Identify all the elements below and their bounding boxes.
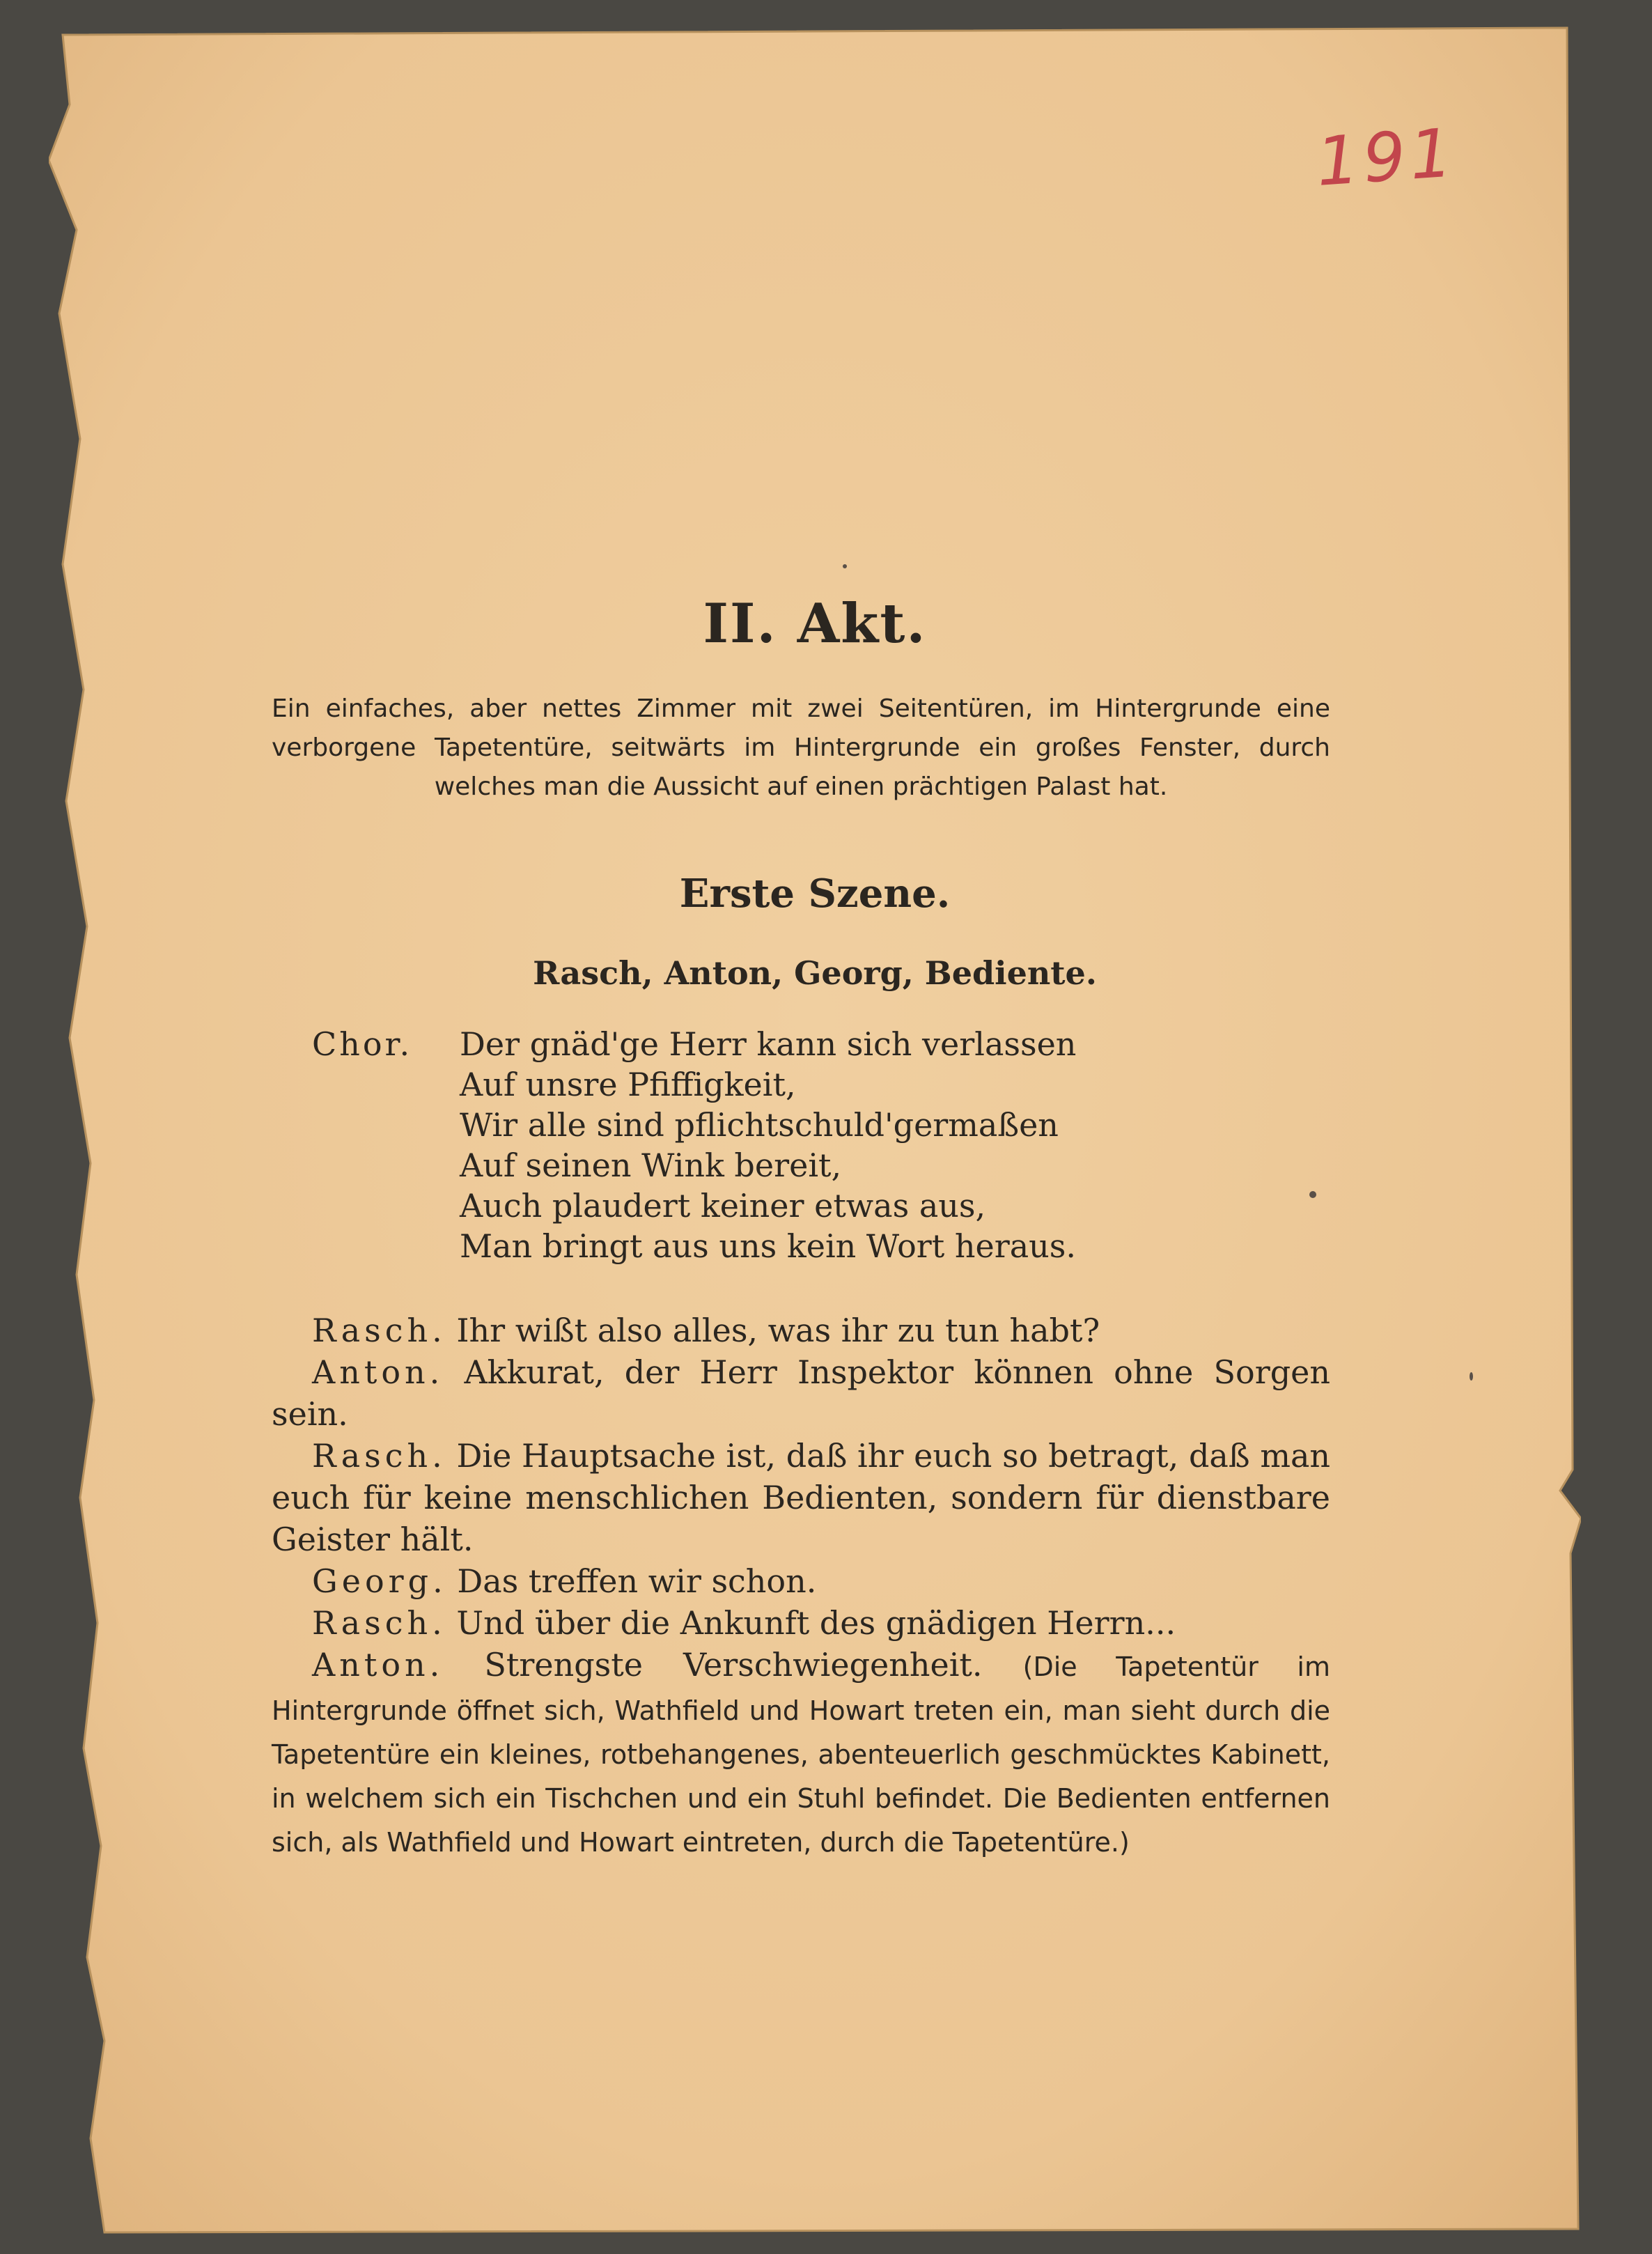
chorus-line-text: Der gnäd'ge Herr kann sich verlassen <box>460 1025 1077 1063</box>
chorus-line: Auch plaudert keiner etwas aus, <box>460 1187 986 1225</box>
folio-number: 191 <box>1314 114 1459 201</box>
speaker-name: Anton. <box>312 1353 444 1391</box>
paper-speck <box>843 564 847 568</box>
dialogue-line <box>272 1309 1330 1351</box>
chorus-line: Wir alle sind pflichtschuld'germaßen <box>460 1106 1059 1144</box>
dialogue-line <box>272 1644 1330 1863</box>
dialogue-text: Ihr wißt also alles, was ihr zu tun habt? <box>456 1312 1100 1349</box>
speaker-name: Rasch. <box>312 1437 446 1475</box>
dialogue-line <box>272 1560 1330 1602</box>
page-content <box>49 21 1581 2236</box>
dialogue-line <box>272 1351 1330 1435</box>
chorus-speaker: Chor. <box>312 1025 413 1063</box>
dialogue-text: Das treffen wir schon. <box>457 1562 817 1600</box>
speaker-name: Anton. <box>312 1646 444 1684</box>
chorus-line <box>312 1024 1426 1064</box>
dialogue-text: Akkurat, der Herr Inspektor können ohne Sorgen sein. <box>272 1353 1330 1433</box>
speaker-name: Rasch. <box>312 1604 446 1642</box>
scene-title: Erste Szene. <box>679 871 951 917</box>
chorus-block <box>312 1024 1426 1266</box>
speaker-name: Georg. <box>312 1562 447 1600</box>
act-title: II. Akt. <box>703 592 927 655</box>
stage-direction-inline: (Die Tapetentür im Hintergrunde öffnet sich, Wathfield und Howart treten ein, man sieht durch die Tapetentüre ein kleines, rotbehangenes, abenteuerlich geschmücktes Kabinett, in welchem sich ein Tischchen und ein Stuhl befindet. Die Bedienten entfernen sich, als Wathfield und Howart eintreten, durch die Tapetentüre.) <box>272 1651 1331 1858</box>
character-list: Rasch, Anton, Georg, Bediente. <box>533 954 1097 992</box>
dialogue-text: Die Hauptsache ist, daß ihr euch so betragt, daß man euch für keine menschlichen Bedienten, sondern für dienstbare Geister hält. <box>272 1437 1330 1558</box>
chorus-line: Auf seinen Wink bereit, <box>460 1147 842 1184</box>
dialogue-text: Und über die Ankunft des gnädigen Herrn... <box>456 1604 1176 1642</box>
speaker-name: Rasch. <box>312 1312 446 1349</box>
dialogue-line <box>272 1435 1330 1560</box>
chorus-line: Man bringt aus uns kein Wort heraus. <box>460 1227 1076 1265</box>
paper-sheet <box>49 21 1581 2236</box>
chorus-line: Auf unsre Pfiffigkeit, <box>460 1066 796 1103</box>
stage-direction: Ein einfaches, aber nettes Zimmer mit zwei Seitentüren, im Hintergrunde eine verborgene Tapetentüre, seitwärts im Hintergrunde ein großes Fenster, durch welches man die Aussicht auf einen prächtigen Palast hat. <box>272 694 1330 801</box>
dialogue-text: Strengste Verschwiegenheit. <box>484 1646 983 1684</box>
paper-speck <box>1309 1191 1316 1198</box>
dialogue-block <box>272 1309 1330 1863</box>
paper-speck <box>1470 1372 1473 1381</box>
dialogue-line <box>272 1602 1330 1644</box>
